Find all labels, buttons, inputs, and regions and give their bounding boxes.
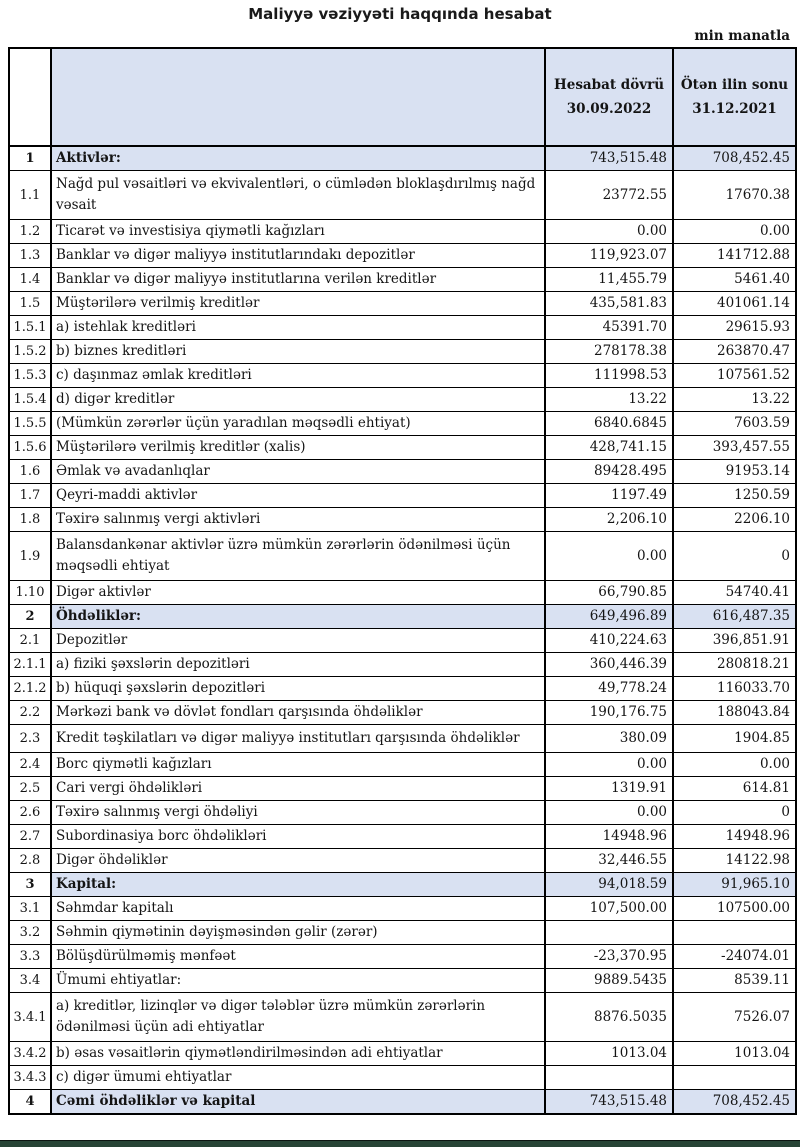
value-current: 23772.55 [545, 171, 673, 220]
value-previous: 188043.84 [673, 701, 796, 725]
value-current: 119,923.07 [545, 244, 673, 268]
value-previous [673, 1066, 796, 1090]
table-row [9, 629, 796, 653]
row-label: Subordinasiya borc öhdəlikləri [51, 825, 545, 849]
row-number-cell: 3.4 [9, 969, 51, 993]
value-previous: 116033.70 [673, 677, 796, 701]
table-row [9, 532, 796, 581]
value-current: 2,206.10 [545, 508, 673, 532]
value-current: -23,370.95 [545, 945, 673, 969]
financial-position-table [8, 47, 797, 1115]
value-previous [673, 921, 796, 945]
row-label: Təxirə salınmış vergi aktivləri [51, 508, 545, 532]
value-previous: 7526.07 [673, 993, 796, 1042]
value-current: 360,446.39 [545, 653, 673, 677]
table-row [9, 993, 796, 1042]
row-number-cell: 1.9 [9, 532, 51, 581]
row-label: a) kreditlər, lizinqlər və digər tələblər üzrə mümkün zərərlərin ödənilməsi üçün adi ehtiyatlar [51, 993, 545, 1042]
row-number-cell: 3.2 [9, 921, 51, 945]
value-current: 14948.96 [545, 825, 673, 849]
value-current: 32,446.55 [545, 849, 673, 873]
row-number-cell: 1.5.4 [9, 388, 51, 412]
row-label: Ümumi ehtiyatlar: [51, 969, 545, 993]
reporting-period-label: Hesabat dövrü [553, 77, 665, 93]
row-label: Ticarət və investisiya qiymətli kağızları [51, 220, 545, 244]
value-previous: 396,851.91 [673, 629, 796, 653]
value-current: 435,581.83 [545, 292, 673, 316]
table-row [9, 969, 796, 993]
row-number-cell: 4 [9, 1090, 51, 1115]
row-number-cell: 3 [9, 873, 51, 897]
value-previous: 13.22 [673, 388, 796, 412]
value-previous: 91953.14 [673, 460, 796, 484]
value-current: 1319.91 [545, 777, 673, 801]
row-label: Mərkəzi bank və dövlət fondları qarşısında öhdəliklər [51, 701, 545, 725]
row-number-cell: 2.2 [9, 701, 51, 725]
row-label: c) digər ümumi ehtiyatlar [51, 1066, 545, 1090]
row-number-cell: 1.5.2 [9, 340, 51, 364]
row-number-cell: 1.1 [9, 171, 51, 220]
value-previous: 401061.14 [673, 292, 796, 316]
value-previous: 14948.96 [673, 825, 796, 849]
row-label: Qeyri-maddi aktivlər [51, 484, 545, 508]
value-previous: 2206.10 [673, 508, 796, 532]
table-row [9, 292, 796, 316]
value-previous: 708,452.45 [673, 1090, 796, 1115]
table-row [9, 725, 796, 753]
row-number-cell: 1.3 [9, 244, 51, 268]
value-previous: 616,487.35 [673, 605, 796, 629]
value-previous: 1904.85 [673, 725, 796, 753]
table-row [9, 508, 796, 532]
table-row [9, 801, 796, 825]
table-row [9, 873, 796, 897]
row-number-cell: 2.1.1 [9, 653, 51, 677]
row-number-cell: 2.7 [9, 825, 51, 849]
row-number-cell: 3.4.3 [9, 1066, 51, 1090]
row-number-cell: 1.5.1 [9, 316, 51, 340]
value-current: 6840.6845 [545, 412, 673, 436]
table-row [9, 753, 796, 777]
value-current: 13.22 [545, 388, 673, 412]
row-number-cell: 1.2 [9, 220, 51, 244]
row-label: Kredit təşkilatları və digər maliyyə institutları qarşısında öhdəliklər [51, 725, 545, 753]
table-row [9, 1090, 796, 1115]
row-label: Banklar və digər maliyyə institutlarındakı depozitlər [51, 244, 545, 268]
row-number-cell: 2.1 [9, 629, 51, 653]
value-previous: 0.00 [673, 753, 796, 777]
row-number-cell: 1.5.5 [9, 412, 51, 436]
value-current: 107,500.00 [545, 897, 673, 921]
row-label: Təxirə salınmış vergi öhdəliyi [51, 801, 545, 825]
row-label: Balansdankənar aktivlər üzrə mümkün zərərlərin ödənilməsi üçün məqsədli ehtiyat [51, 532, 545, 581]
row-label: Səhmdar kapitalı [51, 897, 545, 921]
table-row [9, 701, 796, 725]
table-row [9, 220, 796, 244]
prior-year-column-header [673, 48, 796, 146]
table-row [9, 897, 796, 921]
row-label: Müştərilərə verilmiş kreditlər [51, 292, 545, 316]
value-previous: 393,457.55 [673, 436, 796, 460]
value-current: 0.00 [545, 801, 673, 825]
table-row [9, 412, 796, 436]
row-label: Kapital: [51, 873, 545, 897]
table-row [9, 1066, 796, 1090]
value-current: 1013.04 [545, 1042, 673, 1066]
value-previous: 91,965.10 [673, 873, 796, 897]
value-previous: 280818.21 [673, 653, 796, 677]
row-number-cell: 1 [9, 146, 51, 171]
table-row [9, 244, 796, 268]
row-number-cell: 2.8 [9, 849, 51, 873]
row-number-cell: 1.8 [9, 508, 51, 532]
row-number-cell: 3.4.2 [9, 1042, 51, 1066]
value-current: 11,455.79 [545, 268, 673, 292]
value-previous: 1250.59 [673, 484, 796, 508]
item-column-header [51, 48, 545, 146]
table-row [9, 777, 796, 801]
table-row [9, 146, 796, 171]
table-row [9, 921, 796, 945]
value-current: 380.09 [545, 725, 673, 753]
value-previous: 708,452.45 [673, 146, 796, 171]
row-label: c) daşınmaz əmlak kreditləri [51, 364, 545, 388]
row-label: Əmlak və avadanlıqlar [51, 460, 545, 484]
prior-year-label: Ötən ilin sonu [680, 77, 789, 93]
row-number-cell: 2.1.2 [9, 677, 51, 701]
value-previous: 614.81 [673, 777, 796, 801]
value-current: 190,176.75 [545, 701, 673, 725]
row-number-cell: 3.3 [9, 945, 51, 969]
row-number-cell: 2.5 [9, 777, 51, 801]
value-previous: 0.00 [673, 220, 796, 244]
row-label: Digər öhdəliklər [51, 849, 545, 873]
table-row [9, 581, 796, 605]
reporting-period-column-header [545, 48, 673, 146]
value-current: 94,018.59 [545, 873, 673, 897]
value-current: 8876.5035 [545, 993, 673, 1042]
table-row [9, 364, 796, 388]
page-title: Maliyyə vəziyyəti haqqında hesabat [248, 5, 552, 23]
table-row [9, 1042, 796, 1066]
value-current: 49,778.24 [545, 677, 673, 701]
row-label: Banklar və digər maliyyə institutlarına verilən kreditlər [51, 268, 545, 292]
table-row [9, 945, 796, 969]
value-current: 0.00 [545, 532, 673, 581]
value-previous: 107561.52 [673, 364, 796, 388]
row-number-cell: 1.4 [9, 268, 51, 292]
page-bottom-band [0, 1140, 800, 1147]
row-label: b) biznes kreditləri [51, 340, 545, 364]
value-current: 0.00 [545, 220, 673, 244]
row-label: b) hüquqi şəxslərin depozitləri [51, 677, 545, 701]
table-row [9, 653, 796, 677]
value-current: 278178.38 [545, 340, 673, 364]
unit-note: min manatla [694, 28, 790, 44]
row-label: b) əsas vəsaitlərin qiymətləndirilməsindən adi ehtiyatlar [51, 1042, 545, 1066]
row-number-column-header [9, 48, 51, 146]
value-previous: 107500.00 [673, 897, 796, 921]
table-row [9, 677, 796, 701]
table-row [9, 316, 796, 340]
row-label: Öhdəliklər: [51, 605, 545, 629]
row-label: Depozitlər [51, 629, 545, 653]
value-current: 111998.53 [545, 364, 673, 388]
value-previous: 141712.88 [673, 244, 796, 268]
value-previous: 0 [673, 532, 796, 581]
row-number-cell: 1.5 [9, 292, 51, 316]
table-row [9, 436, 796, 460]
row-label: (Mümkün zərərlər üçün yaradılan məqsədli ehtiyat) [51, 412, 545, 436]
value-previous: 54740.41 [673, 581, 796, 605]
row-label: Bölüşdürülməmiş mənfəət [51, 945, 545, 969]
row-label: Borc qiymətli kağızları [51, 753, 545, 777]
row-label: d) digər kreditlər [51, 388, 545, 412]
value-previous: 1013.04 [673, 1042, 796, 1066]
value-current: 743,515.48 [545, 146, 673, 171]
row-number-cell: 2 [9, 605, 51, 629]
value-previous: 7603.59 [673, 412, 796, 436]
value-previous: 17670.38 [673, 171, 796, 220]
value-previous: 263870.47 [673, 340, 796, 364]
value-current: 9889.5435 [545, 969, 673, 993]
prior-year-date: 31.12.2021 [692, 101, 777, 117]
row-number-cell: 1.10 [9, 581, 51, 605]
value-previous: 29615.93 [673, 316, 796, 340]
table-row [9, 460, 796, 484]
value-current: 0.00 [545, 753, 673, 777]
row-label: Səhmin qiymətinin dəyişməsindən gəlir (zərər) [51, 921, 545, 945]
value-current: 89428.495 [545, 460, 673, 484]
table-row [9, 825, 796, 849]
value-current: 410,224.63 [545, 629, 673, 653]
table-row [9, 268, 796, 292]
reporting-period-date: 30.09.2022 [566, 101, 652, 117]
row-number-cell: 1.7 [9, 484, 51, 508]
row-number-cell: 3.1 [9, 897, 51, 921]
table-row [9, 388, 796, 412]
row-number-cell: 1.6 [9, 460, 51, 484]
row-label: Cari vergi öhdəlikləri [51, 777, 545, 801]
value-previous: 14122.98 [673, 849, 796, 873]
row-label: Nağd pul vəsaitləri və ekvivalentləri, o cümlədən bloklaşdırılmış nağd vəsait [51, 171, 545, 220]
row-number-cell: 2.4 [9, 753, 51, 777]
table-row [9, 340, 796, 364]
row-number-cell: 3.4.1 [9, 993, 51, 1042]
value-previous: 5461.40 [673, 268, 796, 292]
value-current [545, 921, 673, 945]
value-previous: 0 [673, 801, 796, 825]
row-label: a) fiziki şəxslərin depozitləri [51, 653, 545, 677]
row-label: Aktivlər: [51, 146, 545, 171]
value-current: 66,790.85 [545, 581, 673, 605]
value-previous: -24074.01 [673, 945, 796, 969]
row-label: Müştərilərə verilmiş kreditlər (xalis) [51, 436, 545, 460]
table-row [9, 605, 796, 629]
value-previous: 8539.11 [673, 969, 796, 993]
value-current: 743,515.48 [545, 1090, 673, 1115]
table-row [9, 849, 796, 873]
row-label: Digər aktivlər [51, 581, 545, 605]
row-label: a) istehlak kreditləri [51, 316, 545, 340]
table-row [9, 484, 796, 508]
row-number-cell: 2.3 [9, 725, 51, 753]
table-row [9, 171, 796, 220]
row-number-cell: 2.6 [9, 801, 51, 825]
value-current: 1197.49 [545, 484, 673, 508]
row-number-cell: 1.5.3 [9, 364, 51, 388]
row-label: Cəmi öhdəliklər və kapital [51, 1090, 545, 1115]
value-current: 428,741.15 [545, 436, 673, 460]
value-current: 649,496.89 [545, 605, 673, 629]
value-current: 45391.70 [545, 316, 673, 340]
row-number-cell: 1.5.6 [9, 436, 51, 460]
table-header-row [9, 48, 796, 146]
value-current [545, 1066, 673, 1090]
